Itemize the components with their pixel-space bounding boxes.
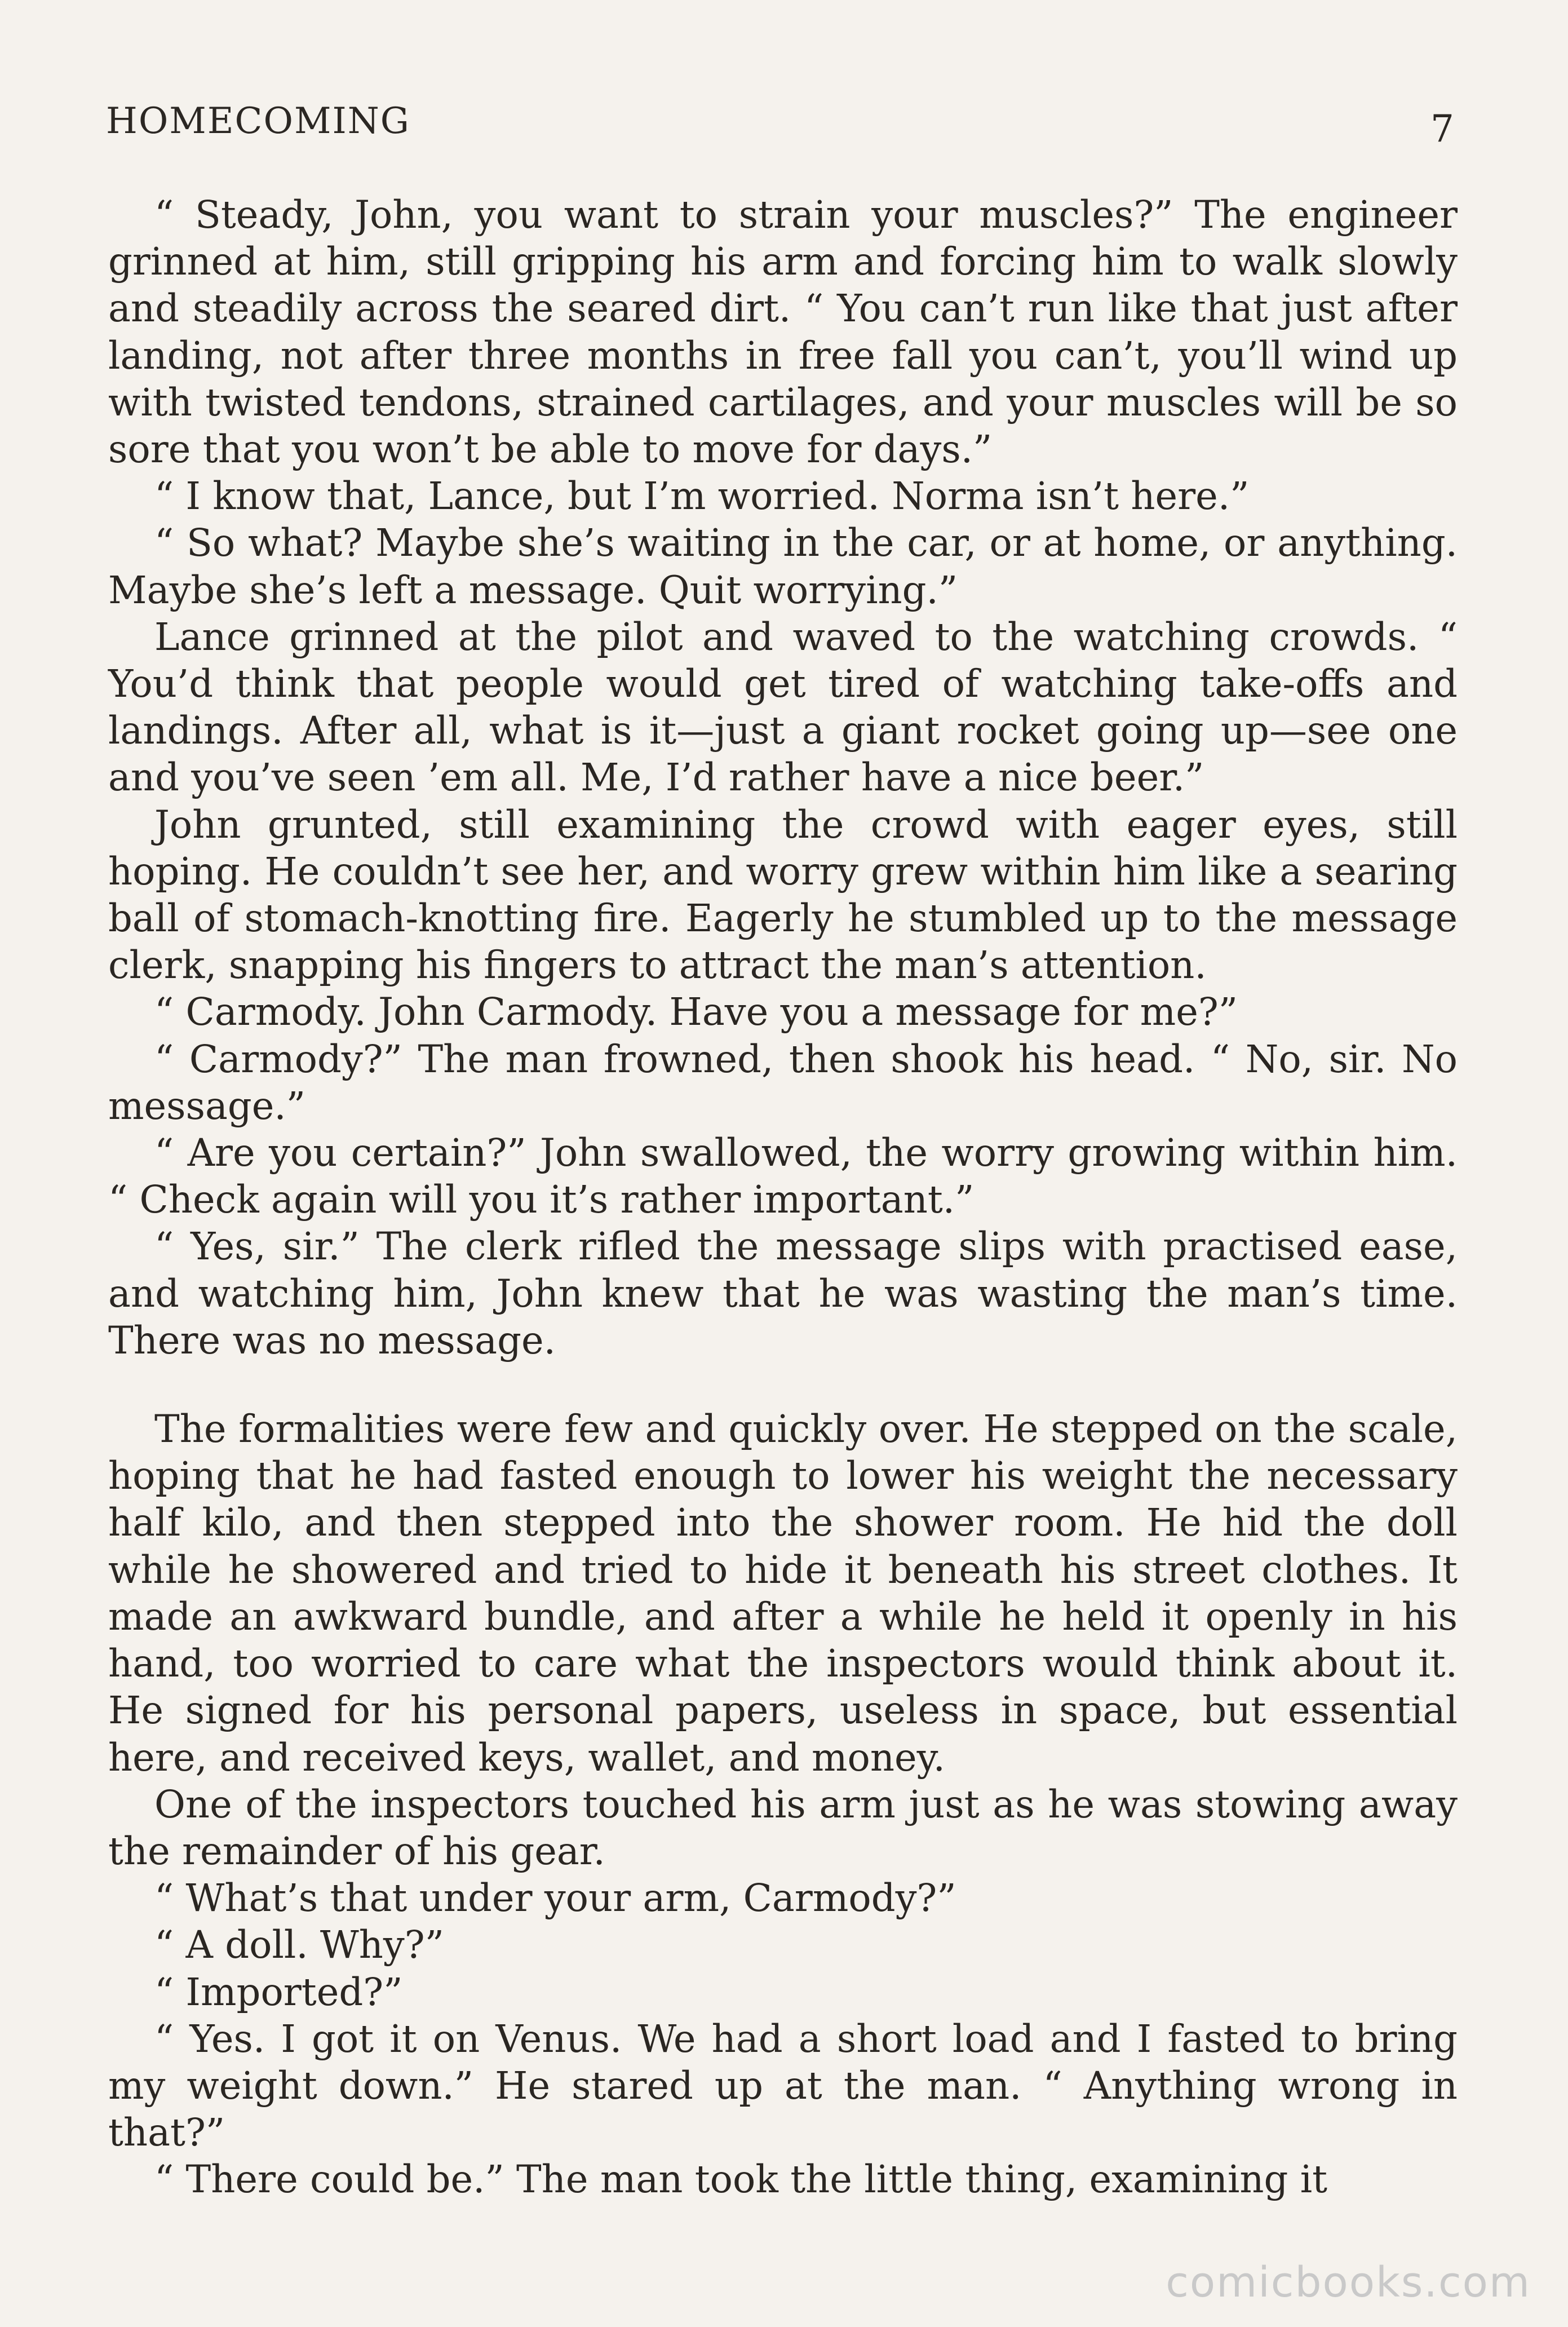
paragraph: The formalities were few and quickly over. He stepped on the scale, hoping that he had fasted enough to lower his weight the necessary half kilo, and then stepped into the shower room. He hid the doll while he showered and tried to hide it beneath his street clothes. It made an awkward bundle, and after a while he held it openly in his hand, too worried to care what the inspectors would think about it. He signed for his personal papers, useless in space, but essential here, and received keys, wallet, and money. (108, 1407, 1458, 1780)
paragraph: “ I know that, Lance, but I’m worried. Norma isn’t here.” (154, 474, 1250, 519)
paragraph: “ Carmody. John Carmody. Have you a message for me?” (154, 990, 1238, 1034)
paragraph: “ Yes, sir.” The clerk rifled the message slips with practised ease, and watching him, John knew that he was wasting the man’s time. There was no message. (108, 1224, 1458, 1362)
paragraph: “ Steady, John, you want to strain your muscles?” The engineer grinned at him, still gripping his arm and forcing him to walk slowly and steadily across the seared dirt. “ You can’t run like that just after landing, not after three months in free fall you can’t, you’ll wind up with twisted tendons, strained cartilages, and your muscles will be so sore that you won’t be able to move for days.” (108, 193, 1458, 472)
paragraph: “ Imported?” (154, 1970, 403, 2014)
paragraph: “ Carmody?” The man frowned, then shook his head. “ No, sir. No message.” (108, 1037, 1458, 1128)
running-head: HOMECOMING (106, 100, 410, 142)
paragraph: “ Yes. I got it on Venus. We had a short load and I fasted to bring my weight down.” He stared up at the man. “ Anything wrong in that?” (108, 2016, 1458, 2155)
paragraph: One of the inspectors touched his arm just as he was stowing away the remainder of his gear. (108, 1782, 1458, 1873)
paragraph: “ Are you certain?” John swallowed, the worry growing within him. “ Check again will you it’s rather important.” (108, 1131, 1458, 1222)
paragraph: “ There could be.” The man took the little thing, examining it (154, 2157, 1328, 2202)
paragraph: Lance grinned at the pilot and waved to the watching crowds. “ You’d think that people would get tired of watching take-offs and landings. After all, what is it—just a giant rocket going up—see one and you’ve seen ’em all. Me, I’d rather have a nice beer.” (108, 614, 1458, 800)
paragraph: “ What’s that under your arm, Carmody?” (154, 1876, 956, 1921)
page-number: 7 (1430, 107, 1454, 151)
watermark: comicbooks.com (1166, 2258, 1531, 2307)
paragraph: “ So what? Maybe she’s waiting in the car, or at home, or anything. Maybe she’s left a message. Quit worrying.” (108, 521, 1458, 612)
body-text (108, 192, 1458, 2204)
paragraph: “ A doll. Why?” (154, 1923, 444, 1967)
paragraph: John grunted, still examining the crowd with eager eyes, still hoping. He couldn’t see her, and worry grew within him like a searing ball of stomach-knotting fire. Eagerly he stumbled up to the message clerk, snapping his fingers to attract the man’s attention. (108, 802, 1458, 988)
